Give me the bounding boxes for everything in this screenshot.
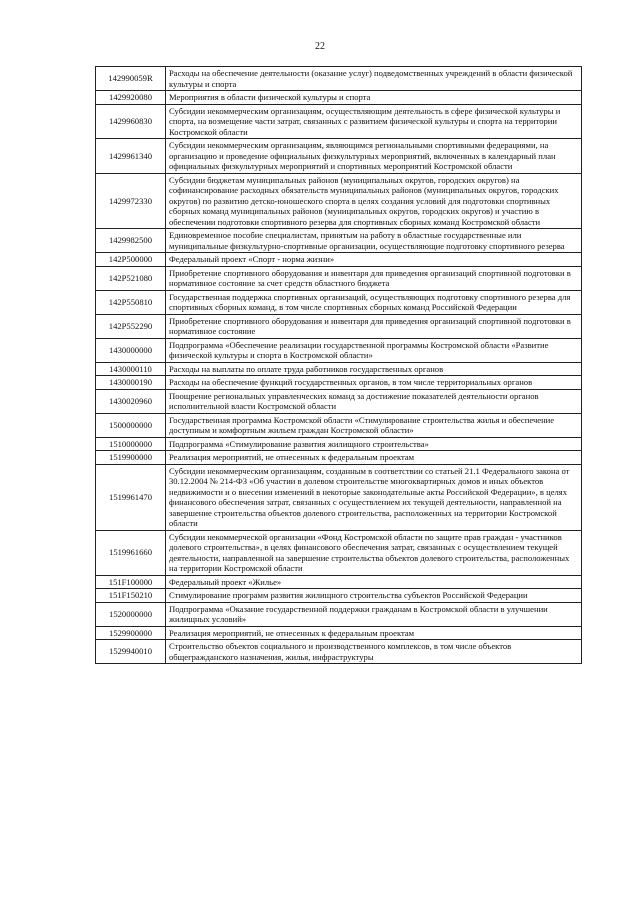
table-row [96,437,582,451]
classification-code: 1430000190 [96,376,166,390]
expense-description: Федеральный проект «Спорт - норма жизни» [166,253,582,267]
expense-description: Строительство объектов социального и производственного комплексов, в том числе объектов общегражданского назначения, жилья, инфраструктуры [166,640,582,664]
expense-description: Государственная программа Костромской области «Стимулирование строительства жилья и обеспечение доступным и комфортным жильем граждан Костромской области» [166,413,582,437]
table-row [96,626,582,640]
table-row [96,104,582,139]
expense-description: Расходы на обеспечение деятельности (оказание услуг) подведомственных учреждений в области физической культуры и спорта [166,67,582,91]
table-row [96,451,582,465]
classification-code: 1529900000 [96,626,166,640]
page-number: 22 [315,41,325,52]
table-body [96,67,582,664]
table-row [96,362,582,376]
table-row [96,314,582,338]
expense-description: Подпрограмма «Оказание государственной поддержки гражданам в Костромской области в улучшении жилищных условий» [166,602,582,626]
table-row [96,413,582,437]
classification-code: 1430020960 [96,389,166,413]
expense-description: Подпрограмма «Стимулирование развития жилищного строительства» [166,437,582,451]
budget-classification-table [95,66,582,664]
table-row [96,464,582,530]
table-row [96,376,582,390]
classification-code: 1519961470 [96,464,166,530]
classification-code: 1430000000 [96,338,166,362]
classification-code: 1429982500 [96,229,166,253]
table-row [96,389,582,413]
expense-description: Субсидии некоммерческим организациям, созданным в соответствии со статьей 21.1 Федерального закона от 30.12.2004 № 214-ФЗ «Об участии в долевом строительстве многоквартирных домов и иных объектов недвижимости и о внесении изменений в некоторые законодательные акты Российской Федерации», в целях финансового обеспечения затрат, связанных с осуществлением их текущей деятельности, направленной на завершение строительства объектов долевого строительства, расположенных на территории Костромской области [166,464,582,530]
classification-code: 1429960830 [96,104,166,139]
classification-code: 151F150210 [96,589,166,603]
classification-code: 1429961340 [96,139,166,174]
classification-code: 142P500000 [96,253,166,267]
table-row [96,173,582,229]
expense-description: Реализация мероприятий, не отнесенных к федеральным проектам [166,626,582,640]
table-row [96,575,582,589]
table-row [96,530,582,575]
classification-code: 1430000110 [96,362,166,376]
table-row [96,139,582,174]
table-row [96,602,582,626]
table-row [96,640,582,664]
classification-code: 1429972330 [96,173,166,229]
expense-description: Мероприятия в области физической культуры и спорта [166,91,582,105]
classification-code: 142990059R [96,67,166,91]
expense-description: Поощрение региональных управленческих команд за достижение показателей деятельности органов исполнительной власти Костромской области [166,389,582,413]
table-row [96,91,582,105]
classification-code: 1519961660 [96,530,166,575]
expense-description: Подпрограмма «Обеспечение реализации государственной программы Костромской области «Развитие физической культуры и спорта в Костромской области» [166,338,582,362]
expense-description: Единовременное пособие специалистам, принятым на работу в областные государственные или муниципальные физкультурно-спортивные организации, осуществляющие подготовку спортивного резерва [166,229,582,253]
classification-code: 1529940010 [96,640,166,664]
classification-code: 1500000000 [96,413,166,437]
expense-description: Государственная поддержка спортивных организаций, осуществляющих подготовку спортивного резерва для спортивных сборных команд, в том числе спортивных сборных команд Российской Федерации [166,290,582,314]
expense-description: Субсидии некоммерческим организациям, осуществляющим деятельность в сфере физической культуры и спорта, на возмещение части затрат, связанных с развитием физической культуры и спорта на территории Костромской области [166,104,582,139]
classification-code: 142P550810 [96,290,166,314]
expense-description: Приобретение спортивного оборудования и инвентаря для приведения организаций спортивной подготовки в нормативное состояние за счет средств областного бюджета [166,266,582,290]
table-row [96,290,582,314]
table-row [96,229,582,253]
classification-code: 142P552290 [96,314,166,338]
classification-code: 1519900000 [96,451,166,465]
expense-description: Субсидии бюджетам муниципальных районов (муниципальных округов, городских округов) на софинансирование расходных обязательств муниципальных районов (муниципальных округов, городских округов) по развитию детско-юношеского спорта в целях создания условий для подготовки спортивных сборных команд муниципальных районов (муниципальных округов, городских округов) и участию в обеспечении подготовки спортивного резерва для спортивных сборных команд Костромской области [166,173,582,229]
table-row [96,338,582,362]
table-row [96,67,582,91]
expense-description: Субсидии некоммерческим организациям, являющимся региональными спортивными федерациями, на организацию и проведение официальных физкультурных мероприятий, включенных в календарный план официальных физкультурных мероприятий и спортивных мероприятий Костромской области [166,139,582,174]
classification-code: 1520000000 [96,602,166,626]
classification-code: 1510000000 [96,437,166,451]
classification-code: 151F100000 [96,575,166,589]
expense-description: Расходы на выплаты по оплате труда работников государственных органов [166,362,582,376]
expense-description: Стимулирование программ развития жилищного строительства субъектов Российской Федерации [166,589,582,603]
expense-description: Реализация мероприятий, не отнесенных к федеральным проектам [166,451,582,465]
classification-code: 142P521080 [96,266,166,290]
classification-code: 1429920080 [96,91,166,105]
expense-description: Федеральный проект «Жилье» [166,575,582,589]
expense-description: Субсидии некоммерческой организации «Фонд Костромской области по защите прав граждан - участников долевого строительства», в целях финансового обеспечения затрат, связанных с осуществлением текущей деятельности, направленной на завершение строительства объектов долевого строительства, расположенных на территории Костромской области [166,530,582,575]
table-row [96,253,582,267]
table-row [96,589,582,603]
expense-description: Приобретение спортивного оборудования и инвентаря для приведения организаций спортивной подготовки в нормативное состояние [166,314,582,338]
table-row [96,266,582,290]
expense-description: Расходы на обеспечение функций государственных органов, в том числе территориальных органов [166,376,582,390]
